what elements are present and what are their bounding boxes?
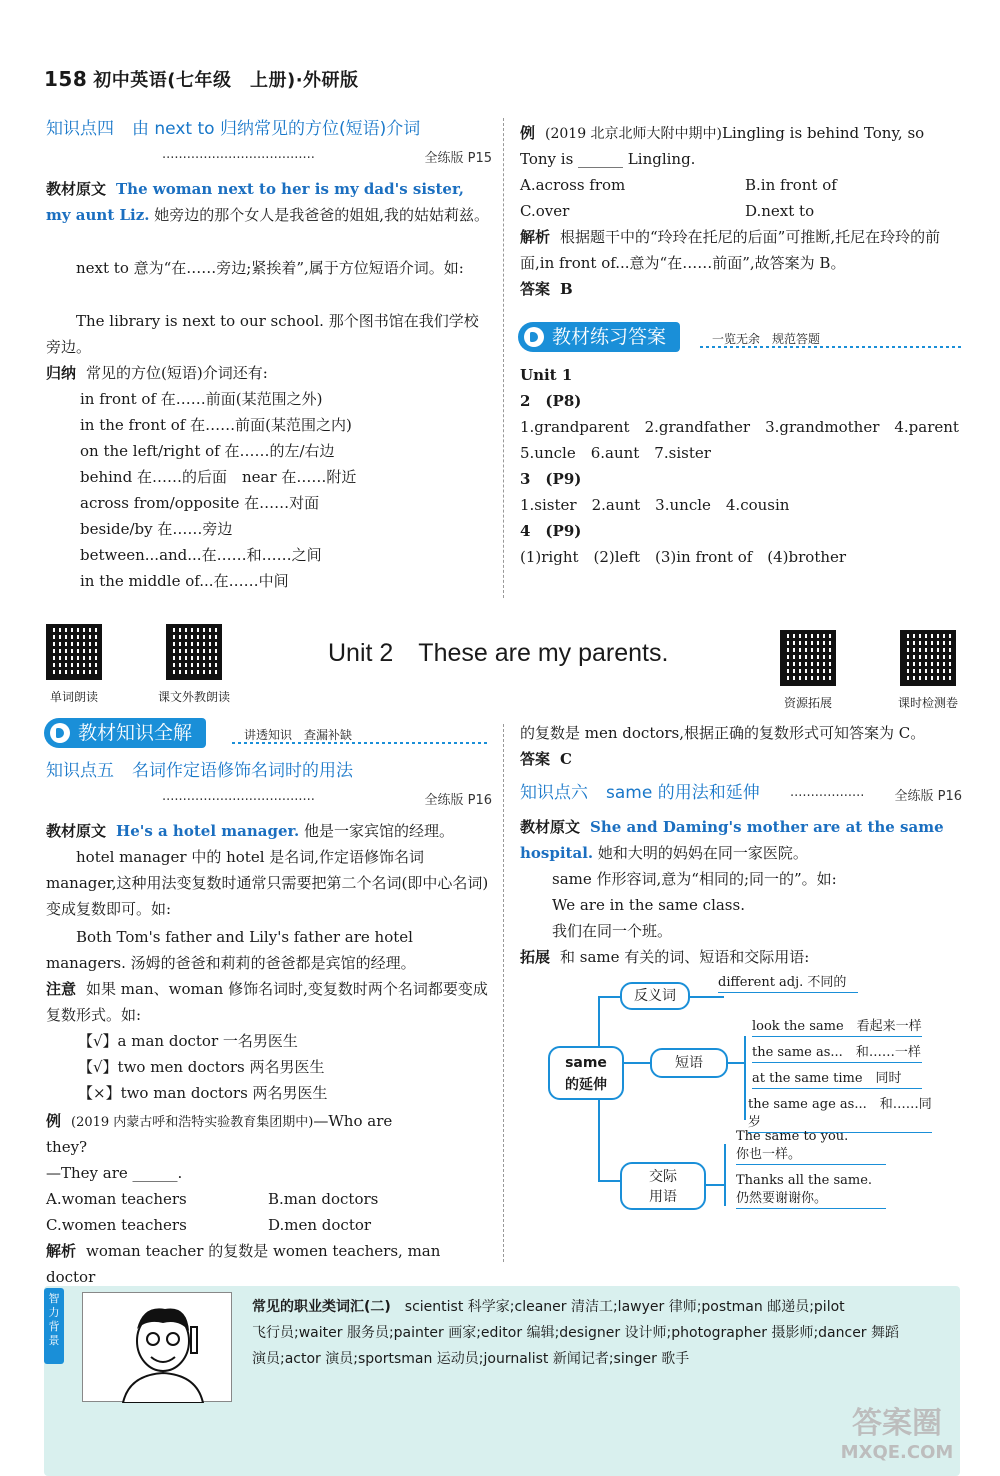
kp6-ref-line: ·················· 全练版 P16 [790, 784, 962, 810]
kp5-note: 注意 如果 man、woman 修饰名词时,变复数时两个名词都要变成复数形式。如: [46, 980, 488, 1024]
ex1-option-a: A.across from [520, 176, 626, 194]
kp5-example: Both Tom's father and Lily's father are hotel managers. 汤姆的爸爸和莉莉的爸爸都是宾馆的经理。 [46, 928, 416, 972]
ex1-question: 例 (2019 北京北师大附中期中)Lingling is behind Tony, so [520, 124, 925, 142]
kp4-source: 教材原文 The woman next to her is my dad's sister, my aunt Liz. 她旁边的那个女人是我爸爸的姐姐,我的姑姑莉兹。 [46, 180, 490, 224]
list-item: in the middle of...在……中间 [80, 572, 289, 590]
kp6-explain: same 作形容词,意为“相同的;同一的”。如: [552, 870, 837, 888]
mindmap-comm-item: The same to you. 你也一样。 [736, 1128, 886, 1165]
practice-line: 1.grandparent 2.grandfather 3.grandmother 4.parent [520, 418, 959, 436]
list-item: in front of 在……前面(某范围之外) [80, 390, 323, 408]
kp6-heading: 知识点六 same 的用法和延伸 [520, 783, 760, 803]
mindmap-phrase-item: the same age as... 和……同岁 [748, 1096, 932, 1133]
mindmap-phrase: 短语 [650, 1048, 728, 1078]
unit2-title: Unit 2 These are my parents. [328, 639, 669, 667]
kp6-source: 教材原文 She and Daming's mother are at the same hospital. 她和大明的妈妈在同一家医院。 [520, 818, 944, 862]
kp5-heading: 知识点五 名词作定语修饰名词时的用法 [46, 761, 353, 781]
practice-line: (1)right (2)left (3)in front of (4)brother [520, 548, 847, 566]
ex1-question-2: Tony is ______ Lingling. [520, 150, 696, 168]
page-number: 158 [44, 67, 88, 91]
list-item: behind 在……的后面 near 在……附近 [80, 468, 357, 486]
vocab-text: 常见的职业类词汇(二) scientist 科学家;cleaner 清洁工;lawyer 律师;postman 邮递员;pilot 飞行员;waiter 服务员;painter 画家;editor 编辑;designer 设计师;photographer 摄影师;dancer 舞蹈 演员;actor 演员;sportsman 运动员;journalist 新闻记者;singer 歌手 [252, 1299, 900, 1367]
practice-group-head: 4 (P9) [520, 522, 582, 540]
qr-label: 课文外教朗读 [157, 690, 230, 704]
mindmap-antonym: 反义词 [620, 982, 690, 1010]
ex1-answer: 答案 B [520, 280, 573, 298]
ex2-option-d: D.men doctor [268, 1216, 372, 1234]
kp6-example-en: We are in the same class. [552, 896, 745, 914]
kp4-summary: 归纳 常见的方位(短语)介词还有: [46, 364, 268, 382]
list-item: 【×】two man doctors 两名男医生 [78, 1084, 328, 1102]
mindmap-phrase-item: look the same 看起来一样 [752, 1018, 922, 1037]
kp4-heading [46, 116, 420, 142]
kp4-ref: 全练版 P15 [420, 146, 492, 172]
mindmap-comm-item: Thanks all the same. 仍然要谢谢你。 [736, 1172, 886, 1209]
ex2-question-2: they? [46, 1138, 88, 1156]
qr-label: 单词朗读 [49, 690, 98, 704]
list-item: between...and...在……和……之间 [80, 546, 322, 564]
list-item: 【√】two men doctors 两名男医生 [78, 1058, 325, 1076]
ex1-analysis: 解析 根据题干中的“玲玲在托尼的后面”可推断,托尼在玲玲的前面,in front of...意为“在……前面”,故答案为 B。 [520, 228, 941, 272]
kp5-ref-line: ····································· 全练版 P16 [162, 788, 492, 814]
mindmap-phrase-item: at the same time 同时 [752, 1070, 922, 1089]
kp4-items [80, 386, 490, 594]
ex1-option-c: C.over [520, 202, 570, 220]
vocab-title: 常见的职业类词汇(二) [252, 1299, 391, 1315]
kp4-number: 知识点四 [46, 119, 114, 139]
kp4-explain: next to 意为“在……旁边;紧挨着”,属于方位短语介词。如: [76, 259, 464, 277]
scientist-illustration [83, 1293, 233, 1403]
knowledge-tag: 讲透知识 查漏补缺 [244, 728, 353, 742]
list-item: on the left/right of 在……的左/右边 [80, 442, 335, 460]
ex1-option-b: B.in front of [745, 176, 837, 194]
list-item: across from/opposite 在……对面 [80, 494, 320, 512]
kp6-example-cn: 我们在同一个班。 [552, 922, 673, 940]
mindmap-antonym-item: different adj. 不同的 [718, 974, 858, 993]
cartoon-panel [82, 1292, 232, 1402]
ex2-option-b: B.man doctors [268, 1190, 379, 1208]
practice-group-head: 2 (P8) [520, 392, 582, 410]
practice-tag: 一览无余 规范答题 [712, 332, 821, 346]
kp4-source-cn: 她旁边的那个女人是我爸爸的姐姐,我的姑姑莉兹。 [154, 206, 490, 224]
qr-label: 资源拓展 [783, 696, 832, 710]
book-title: 初中英语(七年级 上册)·外研版 [93, 70, 359, 91]
ex2-analysis: 解析 woman teacher 的复数是 women teachers, man doctor [46, 1242, 441, 1286]
practice-banner: 教材练习答案 [518, 322, 680, 352]
practice-line: 1.sister 2.aunt 3.uncle 4.cousin [520, 496, 790, 514]
kp6-ext: 拓展 和 same 有关的词、短语和交际用语: [520, 948, 810, 966]
column-divider [503, 724, 504, 1262]
kp5-checks [78, 1028, 488, 1106]
kp5-explain: hotel manager 中的 hotel 是名词,作定语修饰名词 manager,这种用法变复数时通常只需要把第二个名词(即中心名词)变成复数即可。如: [46, 848, 489, 918]
speaker-icon [50, 723, 70, 743]
mindmap-phrase-item: the same as... 和……一样 [752, 1044, 922, 1063]
kp4-example: The library is next to our school. 那个图书馆在我们学校旁边。 [46, 312, 479, 356]
practice-group-head: 3 (P9) [520, 470, 582, 488]
watermark: 答案圈 MXQE.COM [840, 1406, 954, 1463]
mindmap-center: same 的延伸 [548, 1046, 624, 1100]
knowledge-rule [232, 742, 490, 744]
practice-rule [700, 346, 962, 348]
ex2-question-3: —They are ______. [46, 1164, 183, 1182]
list-item: in the front of 在……前面(某范围之内) [80, 416, 352, 434]
ex2-option-a: A.woman teachers [46, 1190, 187, 1208]
ex1-option-d: D.next to [745, 202, 815, 220]
kp4-topic: 由 next to 归纳常见的方位(短语)介词 [132, 119, 421, 139]
knowledge-banner: 教材知识全解 [44, 718, 206, 748]
ex2-option-c: C.women teachers [46, 1216, 187, 1234]
qr-code[interactable] [780, 630, 836, 686]
page-header [44, 66, 359, 94]
ex2-question: 例 (2019 内蒙古呼和浩特实验教育集团期中)—Who are [46, 1112, 393, 1130]
qr-label: 课时检测卷 [897, 696, 958, 710]
kp4-ref-line: ····································· 全练版 P15 [162, 146, 492, 172]
list-item: beside/by 在……旁边 [80, 520, 233, 538]
qr-code[interactable] [166, 624, 222, 680]
ex2-answer: 答案 C [520, 750, 572, 768]
practice-unit: Unit 1 [520, 366, 573, 384]
practice-line: 5.uncle 6.aunt 7.sister [520, 444, 711, 462]
kp5-source: 教材原文 He's a hotel manager. 他是一家宾馆的经理。 [46, 822, 455, 840]
kp4-source-en: The woman next to her is my dad's sister, my aunt Liz. [46, 180, 464, 224]
vocab-tab: 智力背景 [44, 1288, 64, 1364]
speaker-icon [524, 327, 544, 347]
ex2-analysis-cont: 的复数是 men doctors,根据正确的复数形式可知答案为 C。 [520, 724, 926, 742]
list-item: 【√】a man doctor 一名男医生 [78, 1032, 298, 1050]
practice-answers [520, 388, 965, 570]
mindmap-comm: 交际 用语 [620, 1162, 706, 1210]
qr-code[interactable] [900, 630, 956, 686]
qr-code[interactable] [46, 624, 102, 680]
column-divider [503, 118, 504, 598]
